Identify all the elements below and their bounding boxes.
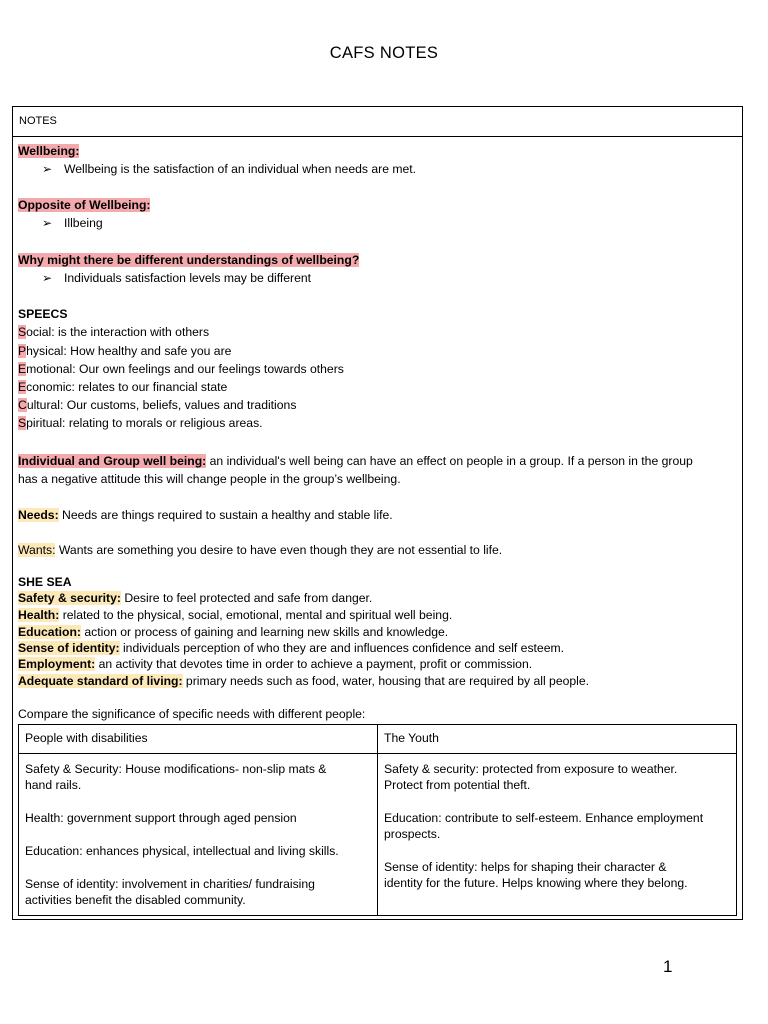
arrow-bullet-icon: ➢ [42, 162, 53, 176]
shesea-heading: SHE SEA [18, 575, 72, 589]
wants-definition: Wants: Wants are something you desire to have even though they are not essential to life. [18, 543, 503, 557]
speecs-item: Emotional: Our own feelings and our feelings towards others [18, 362, 344, 376]
shesea-item: Adequate standard of living: primary needs such as food, water, housing that are required by all people. [18, 674, 590, 688]
understandings-heading: Why might there be different understandings of wellbeing? [18, 253, 360, 267]
speecs-item: Social: is the interaction with others [18, 325, 210, 339]
page-number: 1 [663, 957, 673, 976]
table-cell: Health: government support through aged pension [25, 811, 297, 825]
shesea-item: Safety & security: Desire to feel protected and safe from danger. [18, 591, 373, 605]
table-cell: Protect from potential theft. [384, 778, 531, 792]
compare-intro: Compare the significance of specific needs with different people: [18, 707, 366, 721]
notes-box-header: NOTES [13, 107, 742, 137]
table-cell: Education: contribute to self-esteem. Enhance employment [384, 811, 704, 825]
wellbeing-heading: Wellbeing: [18, 144, 80, 158]
group-wellbeing-line2: has a negative attitude this will change people in the group’s wellbeing. [18, 472, 401, 486]
group-wellbeing-line1: Individual and Group well being: an individual's well being can have an effect on people in a group. If a person in the group [18, 454, 693, 468]
table-divider [19, 753, 736, 754]
table-header-youth: The Youth [384, 731, 439, 745]
table-header-disabilities: People with disabilities [25, 731, 148, 745]
shesea-item: Employment: an activity that devotes time in order to achieve a payment, profit or commission. [18, 657, 533, 671]
wellbeing-bullet: ➢ Wellbeing is the satisfaction of an individual when needs are met. [42, 162, 417, 176]
speecs-item: Cultural: Our customs, beliefs, values and traditions [18, 398, 297, 412]
speecs-heading: SPEECS [18, 307, 68, 321]
speecs-item: Economic: relates to our financial state [18, 380, 228, 394]
speecs-item: Physical: How healthy and safe you are [18, 344, 232, 358]
shesea-item: Sense of identity: individuals perception of who they are and influences confidence and self esteem. [18, 641, 565, 655]
page-title: CAFS NOTES [329, 44, 439, 62]
shesea-item: Health: related to the physical, social, emotional, mental and spiritual well being. [18, 608, 453, 622]
arrow-bullet-icon: ➢ [42, 271, 53, 285]
table-cell: Sense of identity: involvement in charities/ fundraising [25, 877, 315, 891]
speecs-item: Spiritual: relating to morals or religious areas. [18, 416, 263, 430]
table-cell: Safety & Security: House modifications- non-slip mats & [25, 762, 327, 776]
table-cell: activities benefit the disabled community. [25, 893, 246, 907]
needs-definition: Needs: Needs are things required to sustain a healthy and stable life. [18, 508, 393, 522]
understandings-bullet: ➢ Individuals satisfaction levels may be different [42, 271, 312, 285]
opposite-heading: Opposite of Wellbeing: [18, 198, 151, 212]
table-cell: Sense of identity: helps for shaping their character & [384, 860, 667, 874]
compare-table [18, 724, 737, 916]
table-cell: identity for the future. Helps knowing where they belong. [384, 876, 688, 890]
shesea-item: Education: action or process of gaining and learning new skills and knowledge. [18, 625, 449, 639]
table-cell: Safety & security: protected from exposure to weather. [384, 762, 678, 776]
arrow-bullet-icon: ➢ [42, 216, 53, 230]
table-cell: Education: enhances physical, intellectual and living skills. [25, 844, 339, 858]
table-cell: prospects. [384, 827, 441, 841]
table-cell: hand rails. [25, 778, 82, 792]
opposite-bullet: ➢ Illbeing [42, 216, 103, 230]
